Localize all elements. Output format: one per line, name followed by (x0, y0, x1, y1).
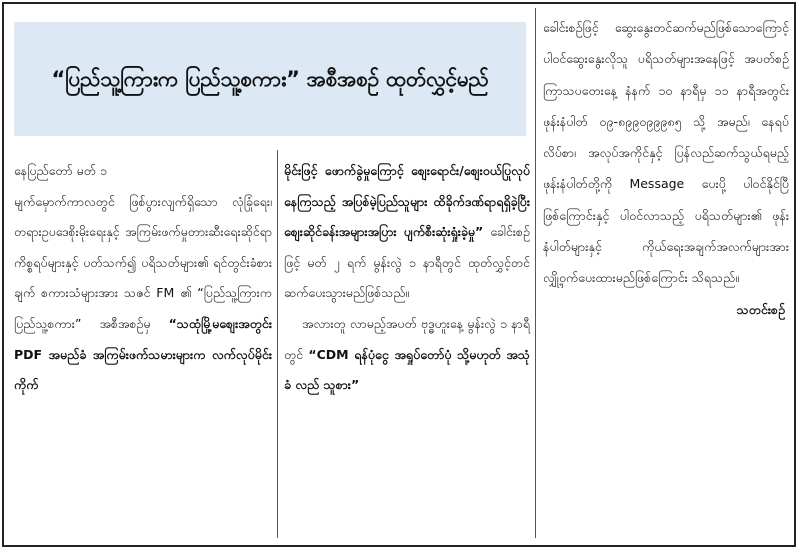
body-paragraph: ခေါင်းစဉ်ဖြင့် ဆွေးနွေးတင်ဆက်မည်ဖြစ်သောကြောင့် ပါဝင်ဆွေးနွေးလိုသူ ပရိသတ်များအနေဖြင့် အပတ်စဉ် ကြာသပတေးနေ့ နံနက် ၁၀ နာရီမှ ၁၁ နာရီအတွင်း ဖုန်းနံပါတ် ၀၉-၈၉၉၀၉၉၉၈၅ သို့ အမည်၊ နေရပ်လိပ်စာ၊ အလုပ်အကိုင်နှင့် ပြန်လည်ဆက်သွယ်ရမည့် ဖုန်းနံပါတ်တို့ကို Message ပေးပို့ ပါဝင်နိုင်ပြီဖြစ်ကြောင်းနှင့် ပါဝင်လာသည့် ပရိသတ်များ၏ ဖုန်းနံပါတ်များနှင့် ကိုယ်ရေးအချက်အလက်များအား လျှို့ဝှက်ပေးထားမည်ဖြစ်ကြောင်း သိရသည်။ (543, 20, 789, 286)
column-divider (277, 150, 278, 538)
article-headline: “ပြည်သူ့ကြားက ပြည်သူ့စကား” အစီအစဉ် ထုတ်လွှင့်မည် (51, 66, 489, 91)
body-text: ခေါင်းစဉ်ဖြင့် မတ် ၂ ရက် မွန်းလွဲ ၁ နာရီတွင် ထုတ်လွှင့်တင်ဆက်ပေးသွားမည်ဖြစ်သည်။ (284, 224, 530, 301)
column-divider (535, 8, 536, 538)
article-column-2 (284, 156, 530, 536)
body-text: မျက်မှောက်ကာလတွင် ဖြစ်ပွားလျက်ရှိသော လုံခြုံရေး၊ တရားဥပဒေစိုးမိုးရေးနှင့် အကြမ်းဖက်မှုတားဆီးရေးဆိုင်ရာ ကိစ္စရပ်များနှင့် ပတ်သက်၍ ပရိသတ်များ၏ ရင်တွင်းခံစားချက် စကားသံများအား သဇင် FM ၏ “ပြည်သူ့ကြားက ပြည်သူ့စကား” အစီအစဉ်မှ (14, 193, 272, 331)
program-topic-bold: “CDM ရန်ပုံငွေ အရှုပ်တော်ပုံ သို့မဟုတ် အသုံခံ လည် သူစား” (284, 346, 530, 393)
headline-banner (14, 22, 526, 136)
body-paragraph (284, 309, 530, 401)
program-topic-bold: မိုင်းဖြင့် ဖောက်ခွဲမှုကြောင့် စျေးရောင်း/စျေးဝယ်ပြုလုပ်နေကြသည့် အပြစ်မဲ့ပြည်သူများ ထိခိုက်ဒဏ်ရာရရှိခဲ့ပြီး စျေးဆိုင်ခန်းအများအပြား ပျက်စီးဆုံးရှုံးခဲ့မှု” (284, 163, 530, 240)
article-column-1 (14, 156, 272, 536)
program-topic-bold: “သထုံမြို့မစျေးအတွင်း PDF အမည်ခံ အကြမ်းဖက်သမားများက လက်လုပ်မိုင်းကိုက် (14, 315, 272, 393)
body-text: အလားတူ လာမည့်အပတ် ဗုဒ္ဓဟူးနေ့ မွန်းလွဲ ၁ နာရီတွင် (284, 315, 530, 362)
body-paragraph (14, 187, 272, 401)
dateline: နေပြည်တော် မတ် ၁ (14, 163, 107, 178)
article-column-3 (543, 12, 789, 532)
body-paragraph (284, 156, 530, 309)
byline: သတင်းစဉ် (736, 301, 785, 317)
